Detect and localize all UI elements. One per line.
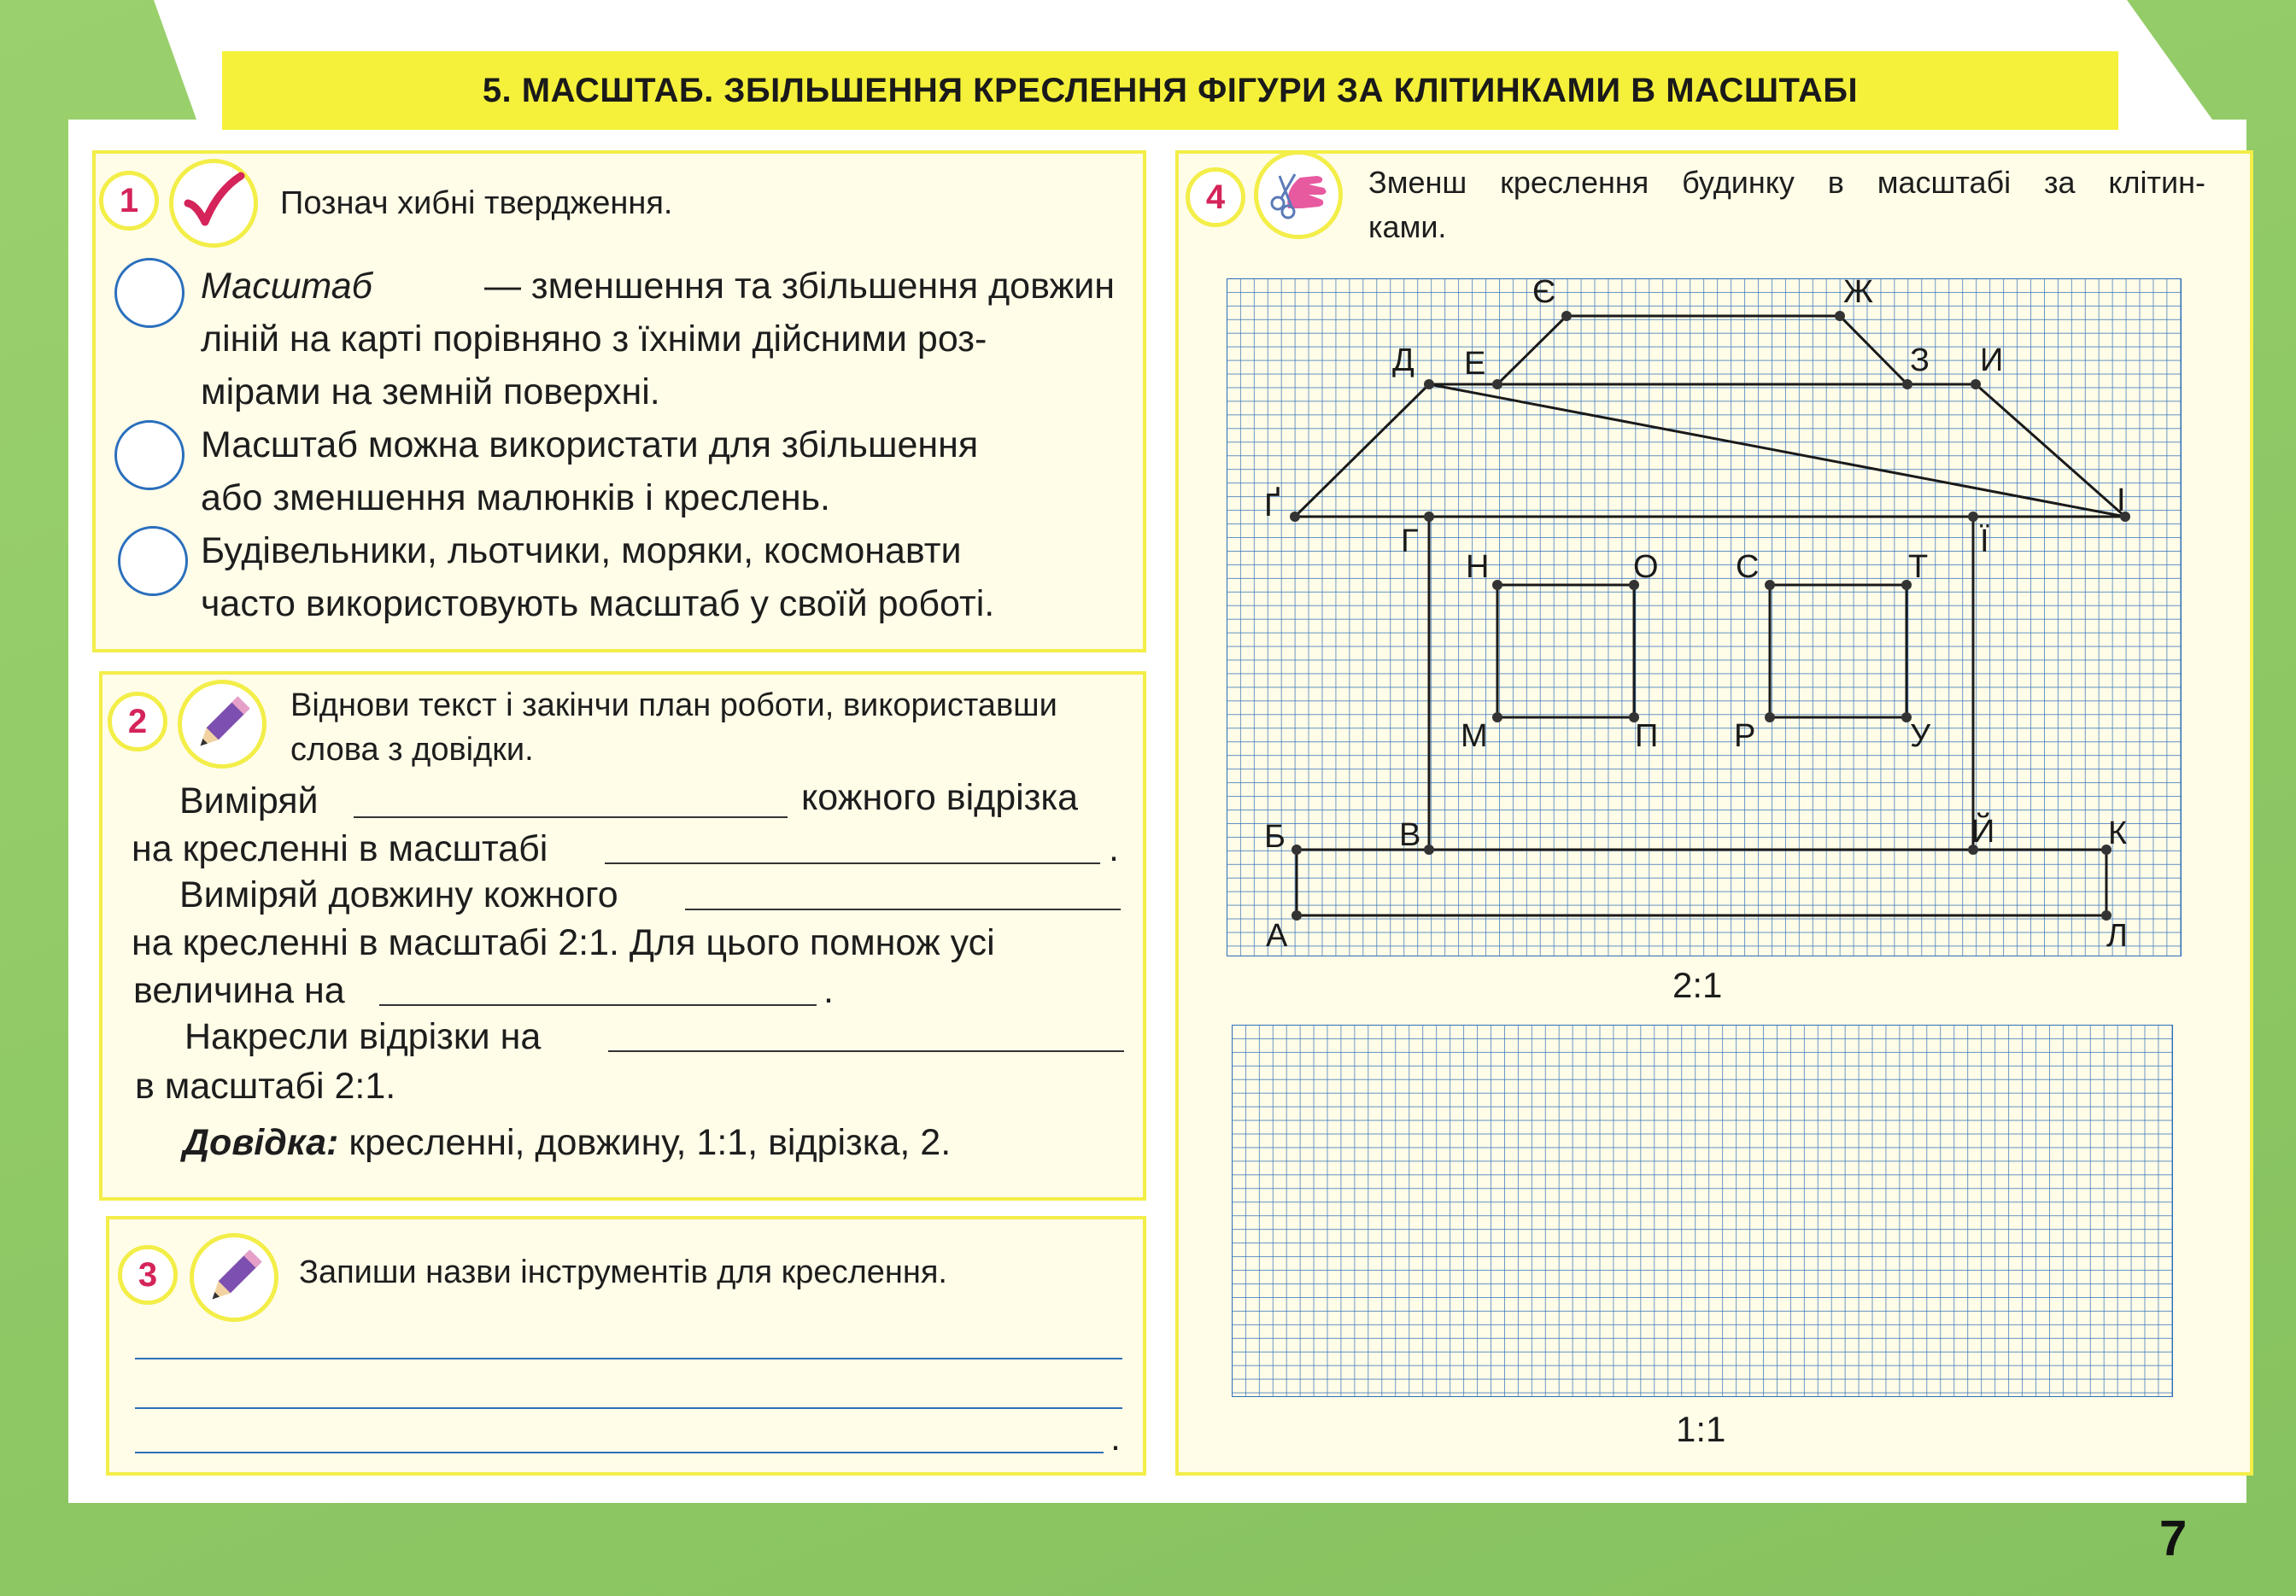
blank-3[interactable] [685,909,1121,910]
task2-number-badge: 2 [108,692,167,751]
point-label-o: О [1633,549,1659,585]
task2-line1-start: Виміряй [179,780,319,821]
point-label-r: Р [1734,718,1756,754]
task3-instruction: Запиши назви інструментів для креслення. [299,1254,947,1290]
point-label-zh: Ж [1843,278,1874,310]
point-label-gh: Ґ [1264,488,1280,523]
statement-1-term: Масштаб [201,266,372,307]
hint-words: кресленні, довжину, 1:1, відрізка, 2. [348,1122,952,1163]
checkmark-icon [169,159,258,248]
answer-line-1[interactable] [135,1358,1122,1359]
blank-5[interactable] [608,1050,1124,1052]
page-number: 7 [2159,1511,2188,1566]
scale-label-bottom: 1:1 [1676,1409,1726,1449]
point-label-l: Л [2106,918,2128,954]
point-label-d: Д [1392,342,1414,378]
statement-3-checkbox[interactable] [118,526,188,596]
point-label-g: Г [1401,523,1419,559]
point-label-v: В [1399,817,1421,853]
task2-line5: величина на [133,970,345,1011]
page-title-bar [222,51,2118,130]
point-label-p: П [1635,718,1659,754]
point-label-a: А [1266,918,1288,954]
empty-drawing-grid[interactable] [1232,1025,2173,1397]
task4-instruction: Зменш креслення будинку в масштабі за клітин- ками. [1368,165,2205,244]
answer-line-3[interactable] [135,1452,1104,1453]
point-label-e: Е [1464,346,1486,382]
task2-line3: Виміряй довжину кожного [179,874,618,915]
statement-1: Масштаб — зменшення та збільшення довжин ліній на карті порівняно з їхніми дійсними роз- мірами на земній поверхні. [201,260,1115,418]
point-label-n: Н [1466,549,1490,585]
statement-3: Будівельники, льотчики, моряки, космонавти часто використовують масштаб у своїй роботі. [201,530,995,624]
point-label-y: И [1980,342,2004,378]
task1-number-badge: 1 [99,171,159,231]
point-label-t: Т [1908,549,1929,585]
page-title: 5. МАСШТАБ. ЗБІЛЬШЕННЯ КРЕСЛЕННЯ ФІГУРИ ЗА КЛІТИНКАМИ В МАСШТАБІ [482,71,1859,109]
task2-hint [183,1122,951,1164]
task2-instruction: Віднови текст і закінчи план роботи, використавши слова з довідки. [290,687,1057,768]
task2-line5-end: . [823,970,834,1011]
hint-label: Довідка: [183,1122,339,1163]
scale-label-top: 2:1 [1672,965,1723,1005]
point-label-i: І [2117,482,2126,518]
point-label-ye: Є [1532,278,1556,310]
task2-line6: Накресли відрізки на [184,1016,542,1057]
blank-4[interactable] [379,1004,817,1006]
point-label-s: С [1736,549,1760,585]
pencil-icon [190,1233,278,1322]
task1-instruction: Познач хибні твердження. [280,185,673,221]
task2-line2-end: . [1109,828,1119,869]
task2-line1-end: кожного відрізка [801,777,1079,818]
point-label-u: У [1910,718,1931,754]
task2-line2: на кресленні в масштабі [132,828,548,869]
task3-number-badge: 3 [118,1245,178,1305]
point-label-m: М [1461,718,1488,754]
statement-1-checkbox[interactable] [114,258,184,328]
point-label-b: Б [1264,819,1286,855]
statement-2-checkbox[interactable] [114,420,184,490]
answer-line-2[interactable] [135,1407,1122,1409]
point-label-k: К [2108,816,2128,851]
statement-2: Масштаб можна використати для збільшення або зменшення малюнків і креслень. [201,424,979,518]
point-label-z: З [1910,342,1930,378]
task4-number-badge: 4 [1186,167,1245,227]
house-drawing-grid [1227,278,2182,956]
blank-2[interactable] [605,862,1100,864]
pencil-icon [178,680,266,769]
task3-end-mark: . [1110,1418,1121,1459]
task2-line4: на кресленні в масштабі 2:1. Для цього помнож усі [132,922,995,963]
task2-line7: в масштабі 2:1. [135,1066,396,1107]
scissors-hand-icon [1254,150,1343,239]
blank-1[interactable] [354,816,788,818]
point-label-yi: Ї [1980,523,1989,559]
point-label-j: Й [1971,814,1995,850]
